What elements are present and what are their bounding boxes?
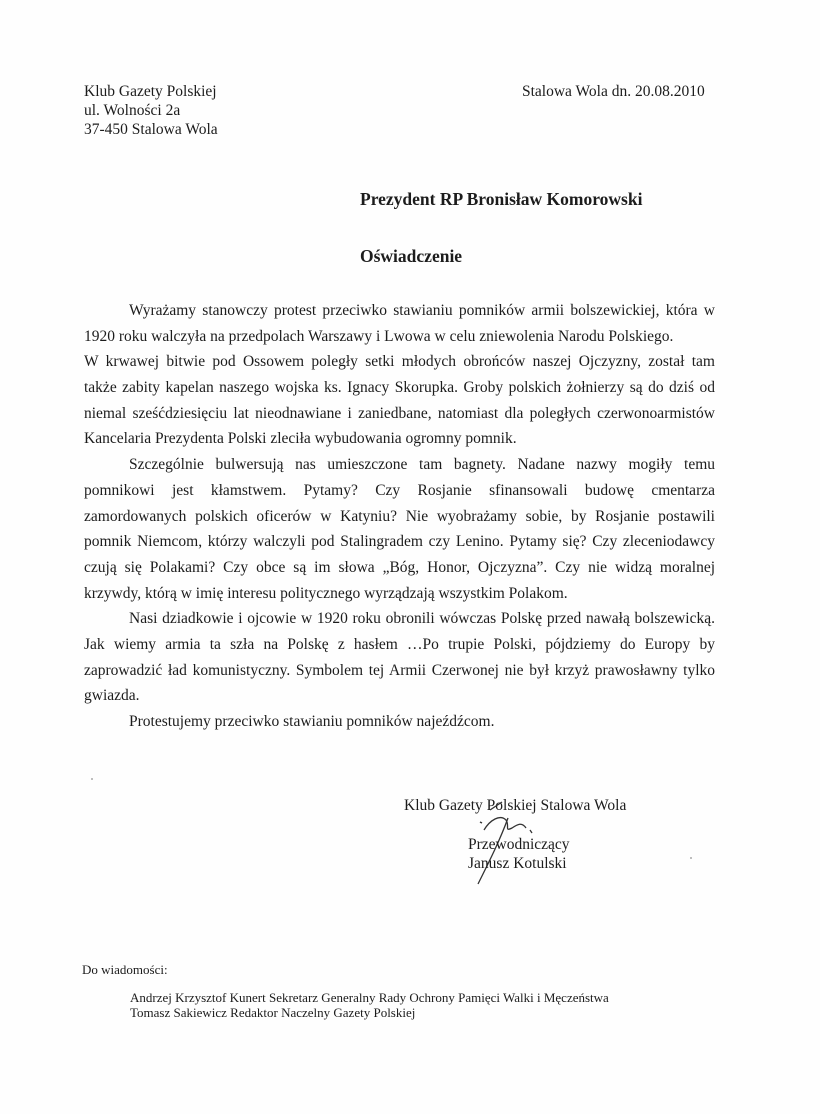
recipient-heading: Prezydent RP Bronisław Komorowski xyxy=(360,189,643,209)
sender-address xyxy=(84,82,218,139)
cc-recipient: Andrzej Krzysztof Kunert Sekretarz Generalny Rady Ochrony Pamięci Walki i Męczeństwa xyxy=(130,990,609,1005)
signatory-name: Janusz Kotulski xyxy=(468,855,567,872)
scan-speck xyxy=(690,857,692,859)
body-line: zaprowadzić ład komunistyczny. Symbolem tej Armii Czerwonej nie był krzyż prawosławny tylko xyxy=(84,661,715,679)
cc-label: Do wiadomości: xyxy=(82,962,168,977)
sender-name: Klub Gazety Polskiej xyxy=(84,83,217,100)
letter-body xyxy=(84,301,715,738)
body-line: także zabity kapelan naszego wojska ks. Ignacy Skorupka. Groby polskich żołnierzy są do dziś od xyxy=(84,379,715,397)
body-line: Jak wiemy armia ta szła na Polskę z hasłem …Po trupie Polski, pójdziemy do Europy by xyxy=(84,635,715,653)
scan-speck xyxy=(91,778,93,780)
cc-recipient: Tomasz Sakiewicz Redaktor Naczelny Gazety Polskiej xyxy=(130,1005,416,1020)
body-line: gwiazda. xyxy=(84,687,140,705)
signatory-role: Przewodniczący xyxy=(468,836,570,853)
sender-street: ul. Wolności 2a xyxy=(84,102,181,119)
body-line: Protestujemy przeciwko stawianiu pomników najeźdźcom. xyxy=(129,713,495,730)
body-line: Szczególnie bulwersują nas umieszczone tam bagnety. Nadane nazwy mogiły temu xyxy=(129,456,715,474)
body-line: 1920 roku walczyła na przedpolach Warszawy i Lwowa w celu zniewolenia Narodu Polskiego. xyxy=(84,327,674,345)
signature-organization: Klub Gazety Polskiej Stalowa Wola xyxy=(404,797,627,814)
date-line: Stalowa Wola dn. 20.08.2010 xyxy=(522,83,705,100)
sender-city: 37-450 Stalowa Wola xyxy=(84,121,218,138)
document-title: Oświadczenie xyxy=(360,246,463,266)
body-line: zamordowanych polskich oficerów w Katyniu? Nie wyobrażamy sobie, by Rosjanie postawili xyxy=(84,507,715,525)
body-line: Kancelaria Prezydenta Polski zleciła wybudowania ogromny pomnik. xyxy=(84,430,517,448)
body-line: Nasi dziadkowie i ojcowie w 1920 roku obronili wówczas Polskę przed nawałą bolszewicką. xyxy=(129,610,715,628)
cc-list xyxy=(130,990,609,1020)
body-line: czują się Polakami? Czy obce są im słowa „Bóg, Honor, Ojczyzna”. Czy nie widzą moralnej xyxy=(84,558,715,576)
body-line: Wyrażamy stanowczy protest przeciwko stawianiu pomników armii bolszewickiej, która w xyxy=(129,302,715,319)
body-line: pomnikowi jest kłamstwem. Pytamy? Czy Rosjanie sfinansowali budowę cmentarza xyxy=(84,481,715,499)
body-line: krzywdy, którą w imię interesu politycznego wyrządzają wszystkim Polakom. xyxy=(84,584,568,602)
body-line: W krwawej bitwie pod Ossowem poległy setki młodych obrońców naszej Ojczyzny, został tam xyxy=(84,353,715,371)
signatory xyxy=(468,835,570,873)
body-line: pomnik Niemcom, którzy walczyli pod Stalingradem czy Lenino. Pytamy się? Czy zleceniodawcy xyxy=(84,533,715,551)
body-line: niemal sześćdziesięciu lat nieodnawiane i zaniedbane, natomiast dla poległych czerwonoarmistów xyxy=(84,404,715,422)
